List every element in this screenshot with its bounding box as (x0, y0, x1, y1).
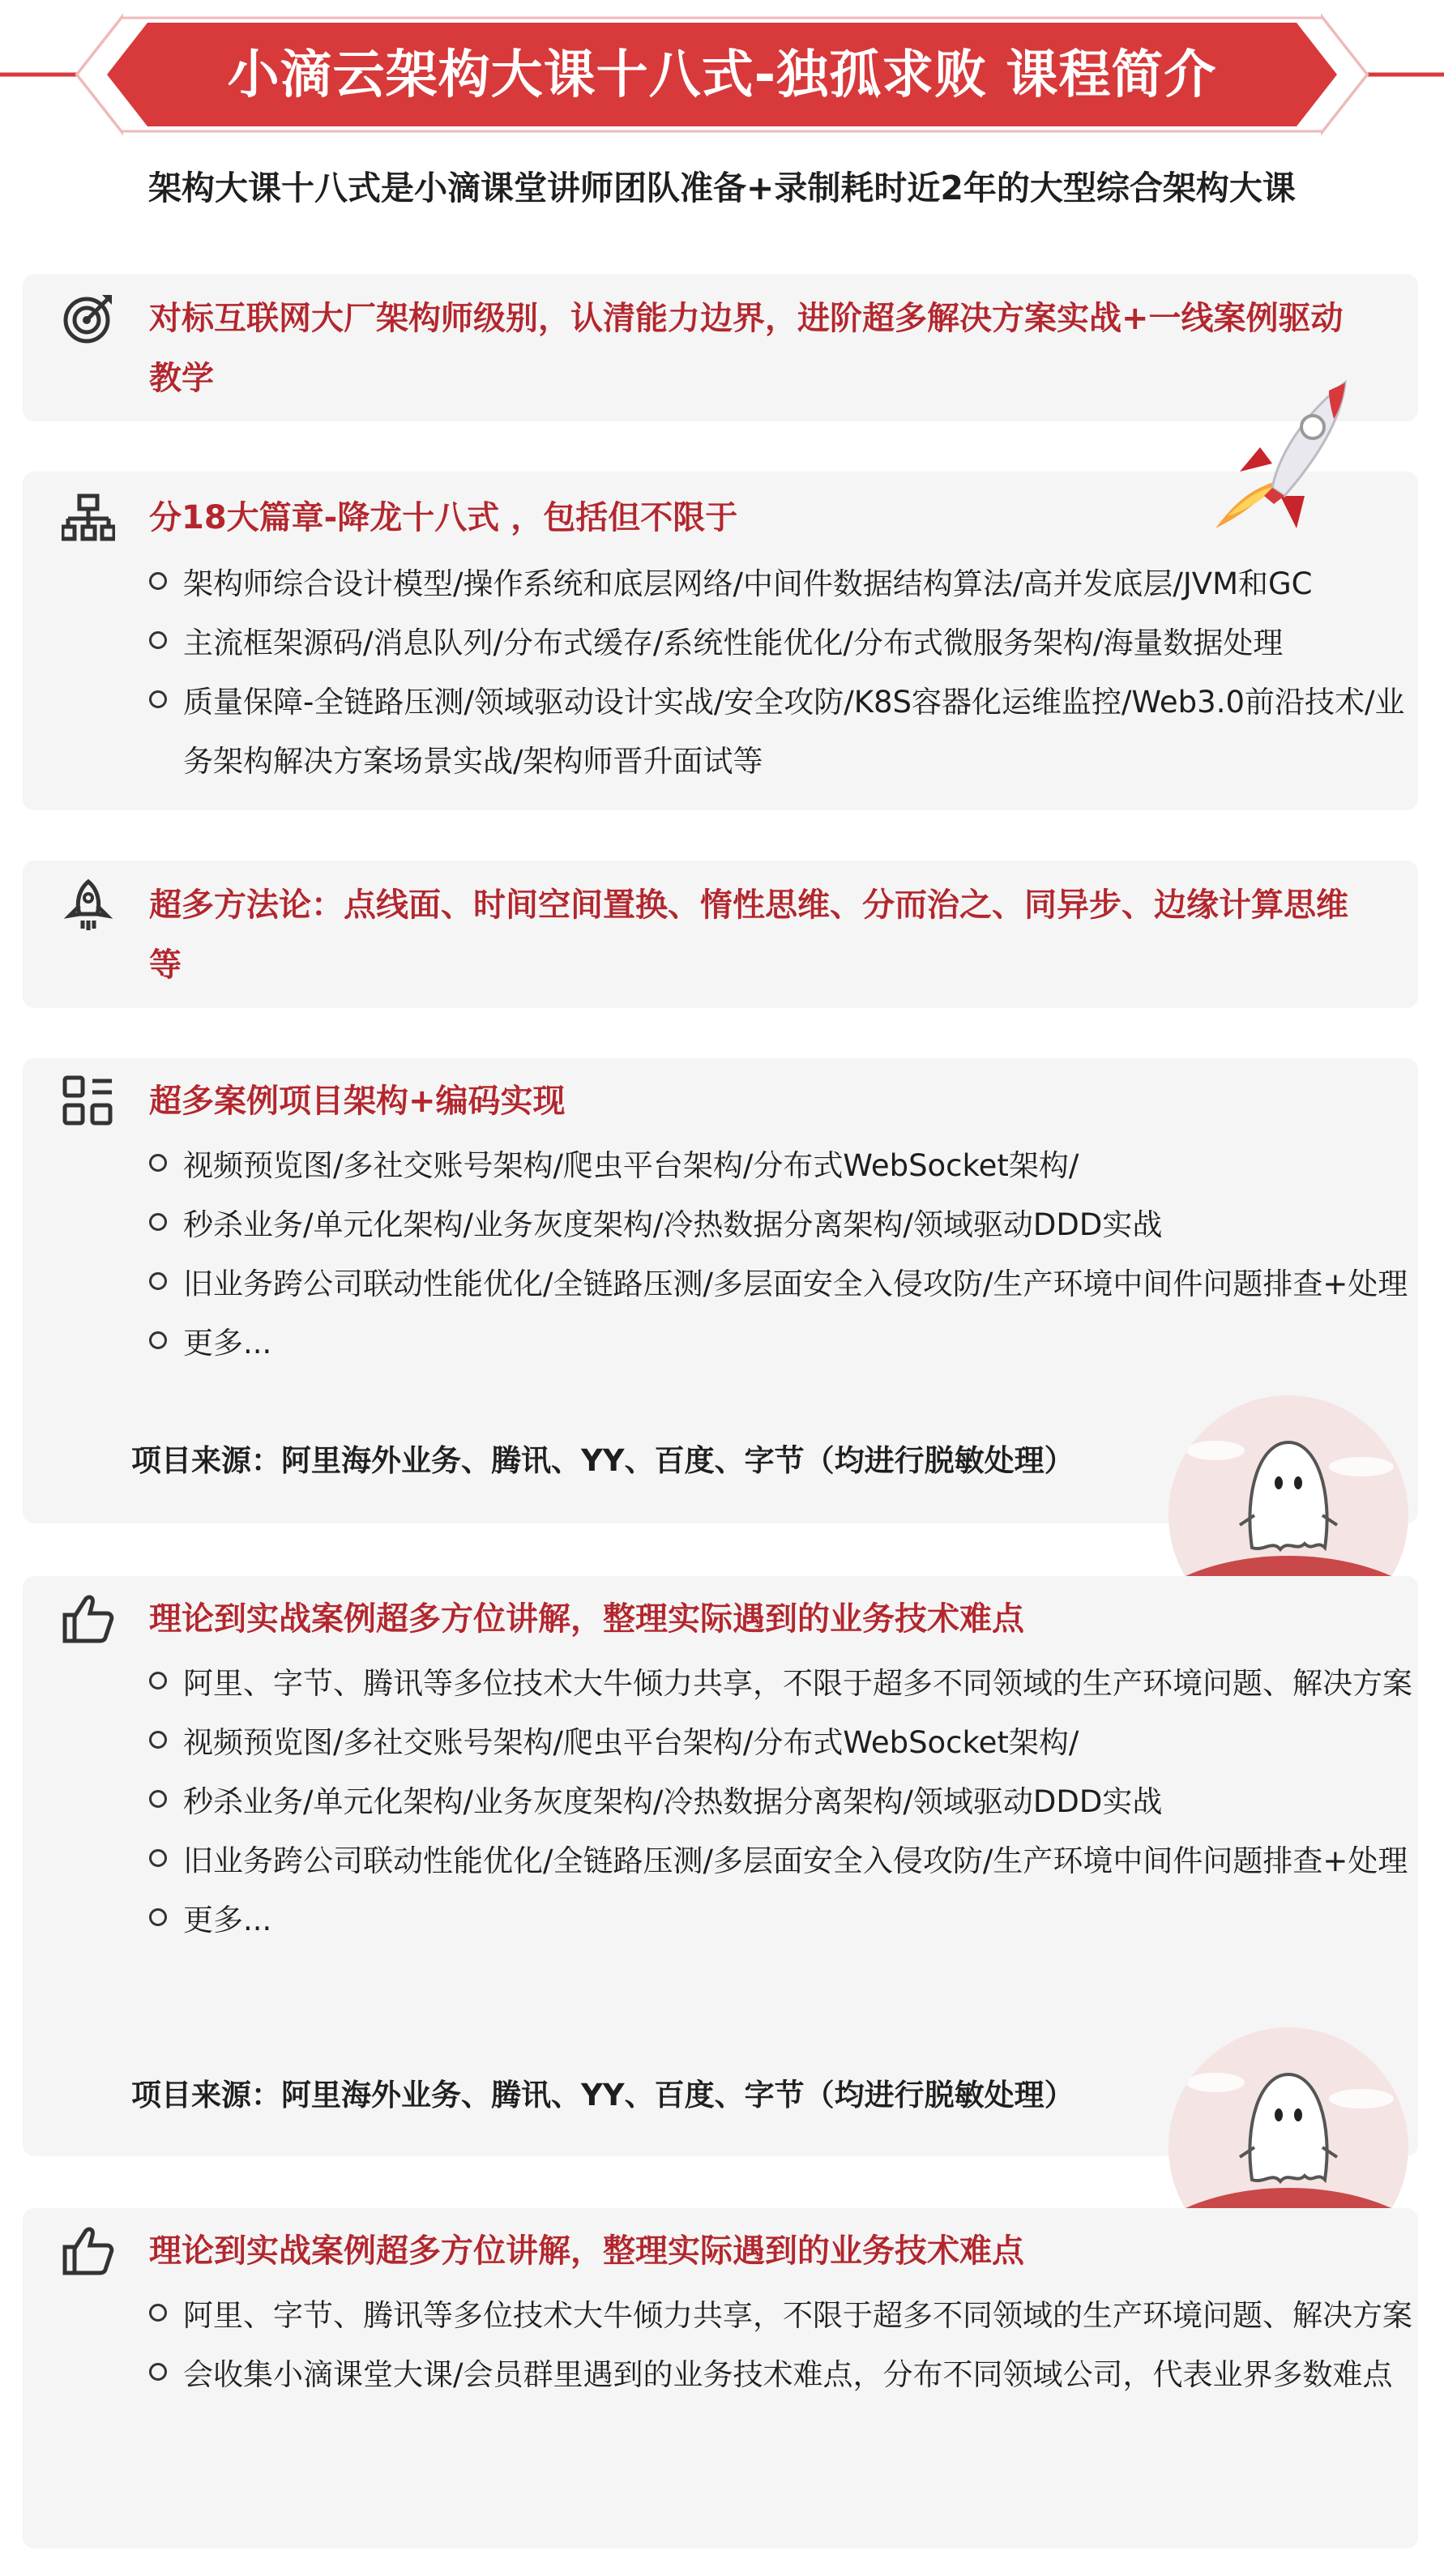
section-card-methodology (23, 861, 1418, 1008)
bullet-circle-icon (149, 1908, 167, 1926)
section-title: 超多案例项目架构+编码实现 (149, 1083, 566, 1120)
bullet-circle-icon (149, 1731, 167, 1749)
rocket-badge-icon (62, 878, 115, 932)
project-source: 项目来源：阿里海外业务、腾讯、YY、百度、字节（均进行脱敏处理） (131, 2078, 1074, 2112)
list-item: 更多... (149, 1890, 1413, 1950)
section-title: 理论到实战案例超多方位讲解，整理实际遇到的业务技术难点 (149, 2232, 1024, 2270)
bullet-circle-icon (149, 631, 167, 649)
page-title: 小滴云架构大课十八式-独孤求败 课程简介 (227, 45, 1217, 105)
thumbs-up-icon (62, 2224, 115, 2278)
list-item: 旧业务跨公司联动性能优化/全链路压测/多层面安全入侵攻防/生产环境中间件问题排查+处理 (149, 1254, 1413, 1314)
bullet-circle-icon (149, 1213, 167, 1231)
bullet-circle-icon (149, 572, 167, 590)
bullet-circle-icon (149, 1672, 167, 1690)
list-item: 视频预览图/多社交账号架构/爬虫平台架构/分布式WebSocket架构/ (149, 1713, 1413, 1772)
thumbs-up-icon (62, 1592, 115, 1646)
bullet-circle-icon (149, 1272, 167, 1290)
section-title: 理论到实战案例超多方位讲解，整理实际遇到的业务技术难点 (149, 1600, 1024, 1638)
grid-apps-icon (62, 1074, 115, 1128)
section-title: 对标互联网大厂架构师级别，认清能力边界，进阶超多解决方案实战+一线案例驱动教学 (149, 300, 1344, 397)
rocket-icon (1183, 374, 1361, 536)
list-item: 更多... (149, 1314, 1413, 1373)
list-item: 秒杀业务/单元化架构/业务灰度架构/冷热数据分离架构/领域驱动DDD实战 (149, 1195, 1413, 1254)
bullet-circle-icon (149, 690, 167, 708)
bullet-circle-icon (149, 1849, 167, 1867)
page-subtitle: 架构大课十八式是小滴课堂讲师团队准备+录制耗时近2年的大型综合架构大课 (148, 168, 1296, 207)
project-source: 项目来源：阿里海外业务、腾讯、YY、百度、字节（均进行脱敏处理） (131, 1443, 1074, 1478)
list-item: 主流框架源码/消息队列/分布式缓存/系统性能优化/分布式微服务架构/海量数据处理 (149, 613, 1413, 673)
bullet-circle-icon (149, 2304, 167, 2322)
section-title: 分18大篇章-降龙十八式 ，包括但不限于 (149, 499, 738, 536)
section-title: 超多方法论：点线面、时间空间置换、惰性思维、分而治之、同异步、边缘计算思维等 (149, 886, 1348, 984)
target-icon (62, 292, 115, 345)
bullet-circle-icon (149, 1790, 167, 1808)
list-item: 秒杀业务/单元化架构/业务灰度架构/冷热数据分离架构/领域驱动DDD实战 (149, 1772, 1413, 1831)
bullet-circle-icon (149, 1154, 167, 1172)
title-banner (0, 0, 1444, 150)
list-item: 架构师综合设计模型/操作系统和底层网络/中间件数据结构算法/高并发底层/JVM和GC (149, 554, 1413, 613)
list-item: 质量保障-全链路压测/领域驱动设计实战/安全攻防/K8S容器化运维监控/Web3.0前沿技术/业务架构解决方案场景实战/架构师晋升面试等 (149, 673, 1413, 791)
bullet-circle-icon (149, 2363, 167, 2381)
list-item: 阿里、字节、腾讯等多位技术大牛倾力共享，不限于超多不同领域的生产环境问题、解决方案 (149, 1654, 1413, 1713)
list-item: 阿里、字节、腾讯等多位技术大牛倾力共享，不限于超多不同领域的生产环境问题、解决方案 (149, 2286, 1413, 2345)
list-item: 视频预览图/多社交账号架构/爬虫平台架构/分布式WebSocket架构/ (149, 1136, 1413, 1195)
hierarchy-icon (62, 491, 115, 545)
list-item: 旧业务跨公司联动性能优化/全链路压测/多层面安全入侵攻防/生产环境中间件问题排查+处理 (149, 1831, 1413, 1890)
list-item: 会收集小滴课堂大课/会员群里遇到的业务技术难点，分布不同领域公司，代表业界多数难点 (149, 2345, 1413, 2404)
section-card-cases-2 (23, 2208, 1418, 2548)
bullet-circle-icon (149, 1331, 167, 1349)
